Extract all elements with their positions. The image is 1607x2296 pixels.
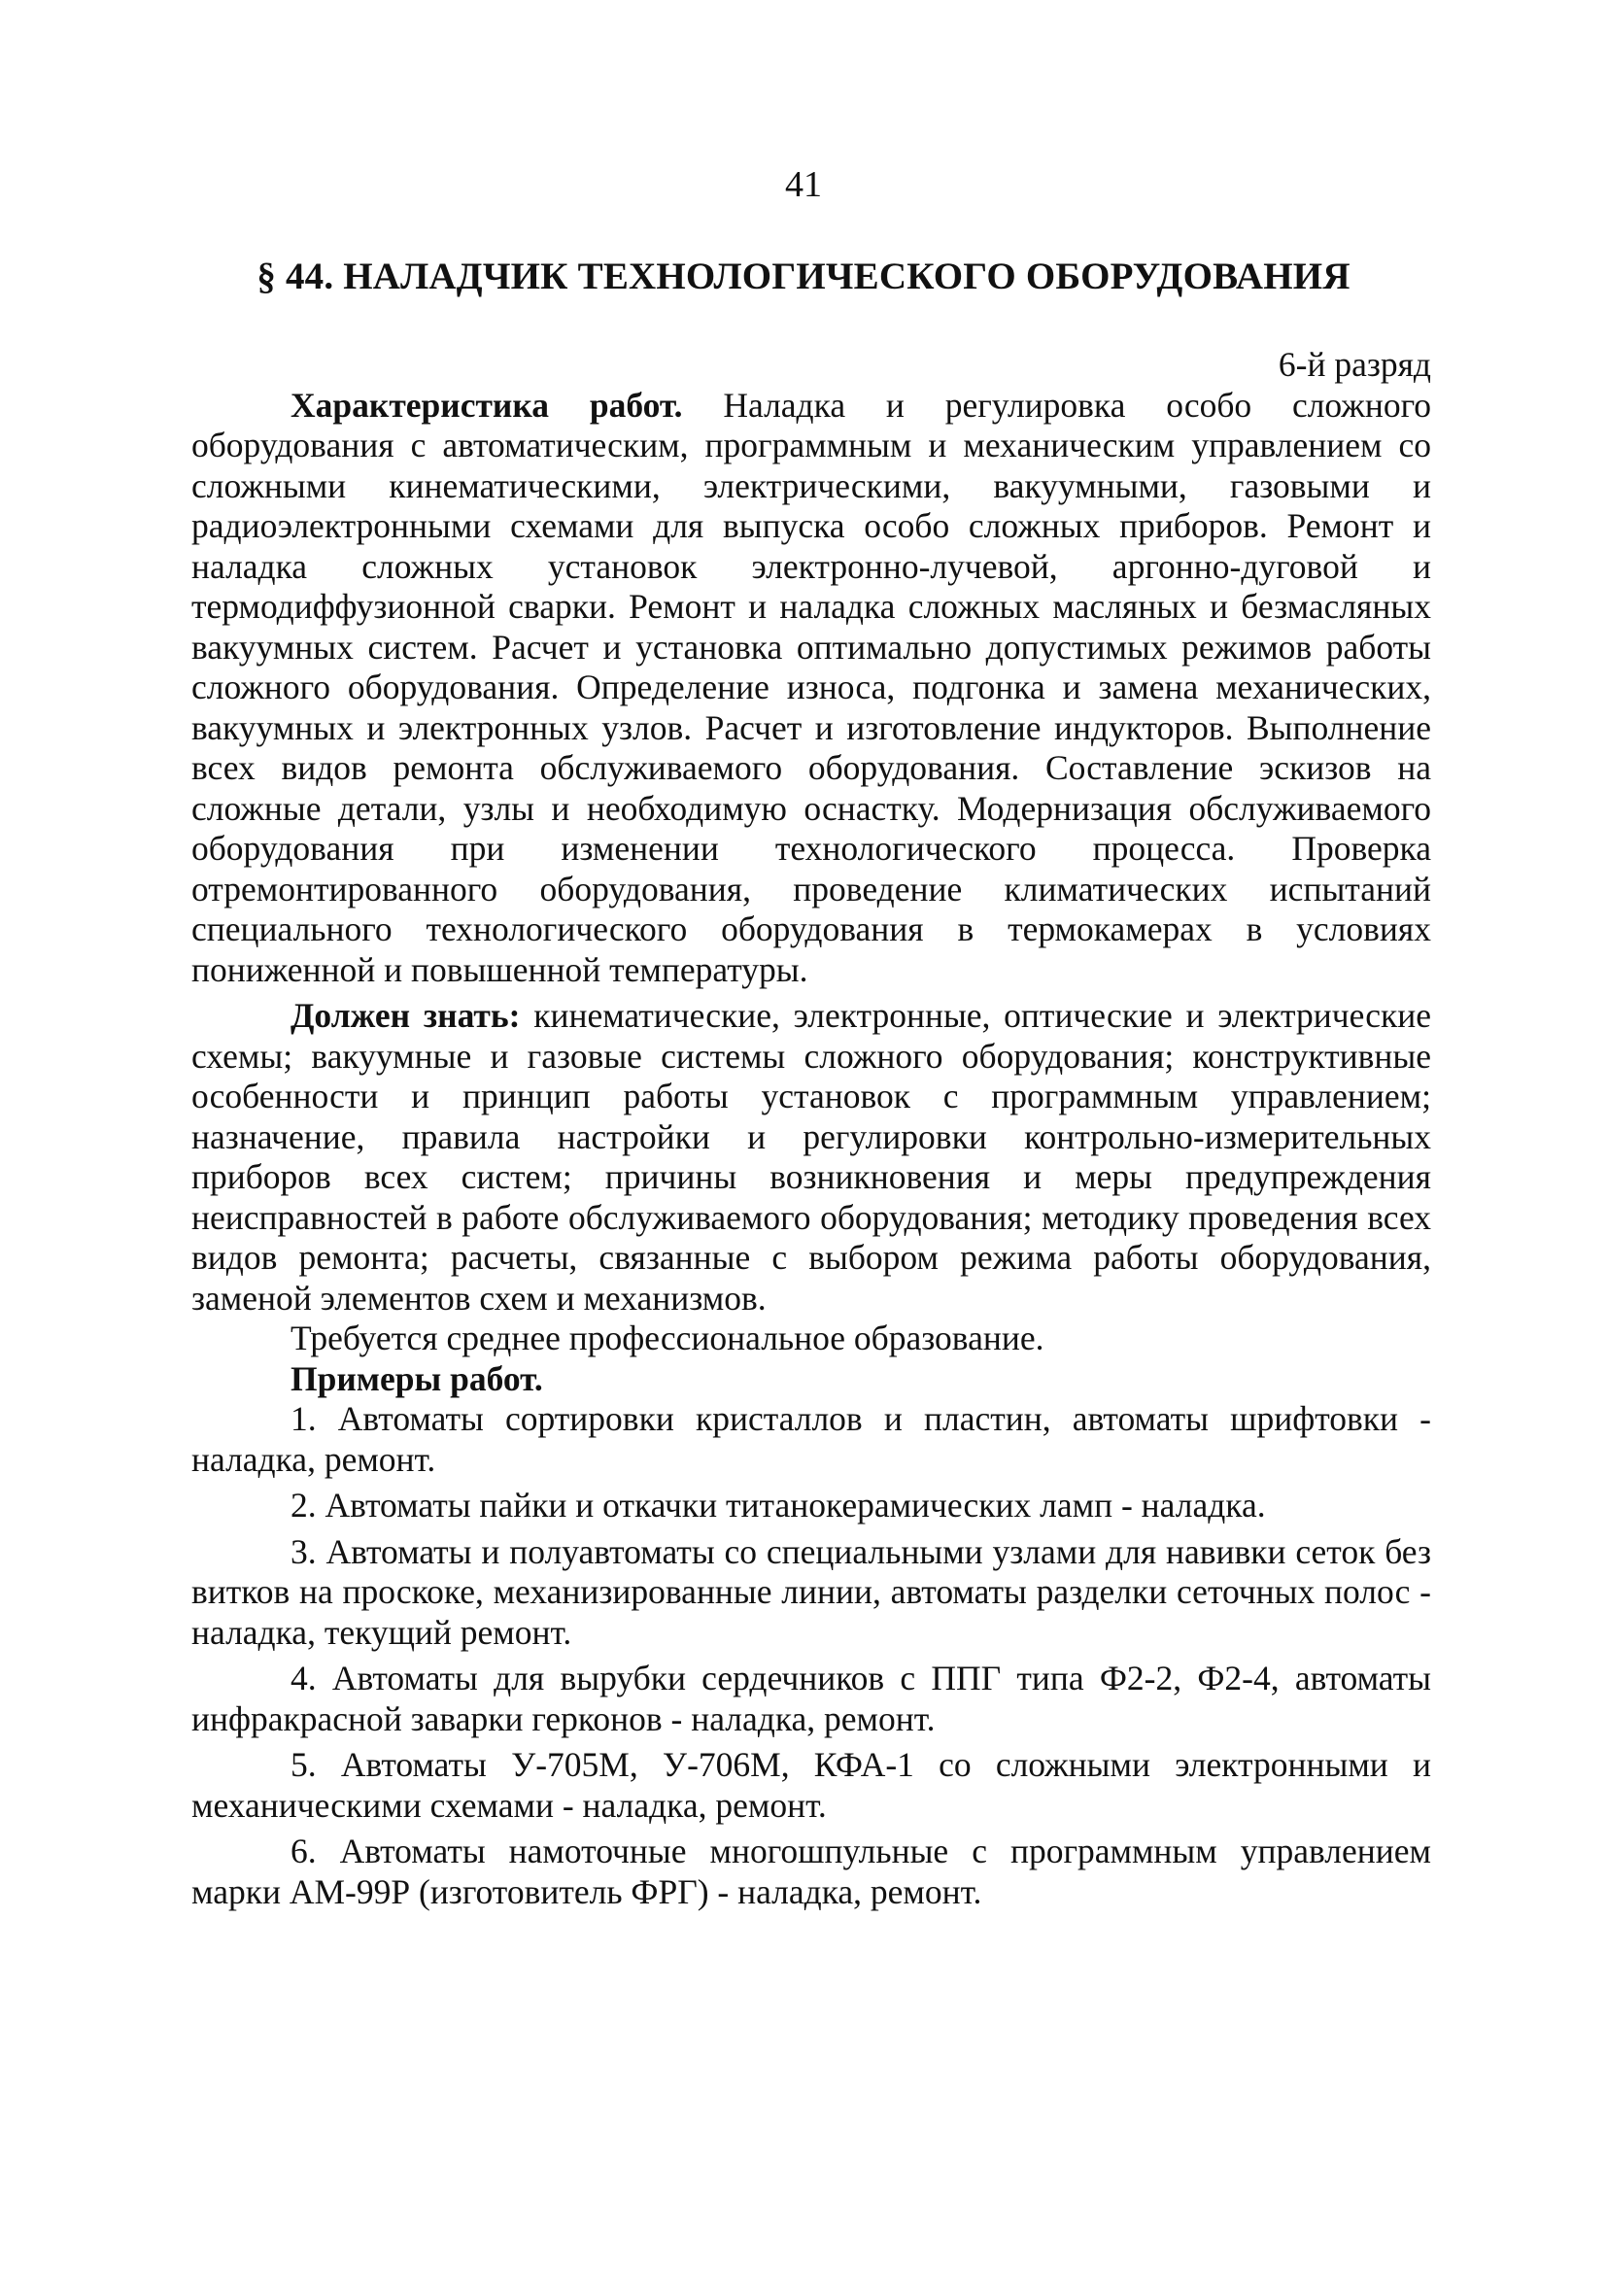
example-item	[191, 1745, 1431, 1826]
education-requirement: Требуется среднее профессиональное образование.	[291, 1319, 1044, 1357]
example-item	[191, 1532, 1431, 1654]
example-number: 2.	[291, 1486, 317, 1525]
example-text: Автоматы и полуавтоматы со специальными узлами для навивки сеток без витков на проскоке, механизированные линии, автоматы разделки сеточных полос - наладка, текущий ремонт.	[191, 1531, 1431, 1652]
page-number: 41	[785, 164, 822, 205]
must-know-paragraph	[191, 996, 1431, 1319]
example-text: Автоматы для вырубки сердечников с ППГ типа Ф2-2, Ф2-4, автоматы инфракрасной заварки герконов - наладка, ремонт.	[191, 1659, 1431, 1738]
grade-label: 6-й разряд	[1278, 345, 1431, 384]
example-number: 1.	[291, 1399, 317, 1438]
characteristics-text: Наладка и регулировка особо сложного оборудования с автоматическим, программным и механическим управлением со сложными кинематическими, электрическими, вакуумными, газовыми и радиоэлектронными схемами для выпуска особо сложных приборов. Ремонт и наладка сложных установок электронно-лучевой, аргонно-дуговой и термодиффузионной сварки. Ремонт и наладка сложных масляных и безмасляных вакуумных систем. Расчет и установка оптимально допустимых режимов работы сложного оборудования. Определение износа, подгонка и замена механических, вакуумных и электронных узлов. Расчет и изготовление индукторов. Выполнение всех видов ремонта обслуживаемого оборудования. Составление эскизов на сложные детали, узлы и необходимую оснастку. Модернизация обслуживаемого оборудования при изменении технологического процесса. Проверка отремонтированного оборудования, проведение климатических испытаний специального технологического оборудования в термокамерах в условиях пониженной и повышенной температуры.	[191, 385, 1431, 989]
example-text: Автоматы сортировки кристаллов и пластин, автоматы шрифтовки - наладка, ремонт.	[191, 1399, 1431, 1479]
must-know-text: кинематические, электронные, оптические и электрические схемы; вакуумные и газовые системы сложного оборудования; конструктивные особенности и принцип работы установок с программным управлением; назначение, правила настройки и регулировки контрольно-измерительных приборов всех систем; причины возникновения и меры предупреждения неисправностей в работе обслуживаемого оборудования; методику проведения всех видов ремонта; расчеты, связанные с выбором режима работы оборудования, заменой элементов схем и механизмов.	[191, 996, 1431, 1318]
example-item	[191, 1486, 1431, 1526]
characteristics-paragraph	[191, 386, 1431, 991]
example-number: 4.	[291, 1659, 317, 1697]
example-number: 6.	[291, 1832, 317, 1870]
example-item	[191, 1659, 1431, 1739]
section-title: § 44. НАЛАДЧИК ТЕХНОЛОГИЧЕСКОГО ОБОРУДОВАНИЯ	[256, 256, 1351, 297]
examples-list	[191, 1399, 1431, 1912]
example-item	[191, 1399, 1431, 1480]
document-body	[191, 345, 1431, 1918]
must-know-label: Должен знать:	[291, 996, 521, 1035]
examples-heading: Примеры работ.	[291, 1358, 543, 1398]
example-number: 3.	[291, 1531, 317, 1571]
characteristics-label: Характеристика работ.	[291, 385, 683, 425]
example-text: Автоматы намоточные многошпульные с программным управлением марки АМ-99Р (изготовитель ФРГ) - наладка, ремонт.	[191, 1832, 1431, 1911]
example-text: Автоматы пайки и откачки титанокерамических ламп - наладка.	[316, 1486, 1266, 1525]
example-item	[191, 1832, 1431, 1912]
example-text: Автоматы У-705М, У-706М, КФА-1 со сложными электронными и механическими схемами - наладка, ремонт.	[191, 1745, 1431, 1825]
example-number: 5.	[291, 1745, 317, 1784]
